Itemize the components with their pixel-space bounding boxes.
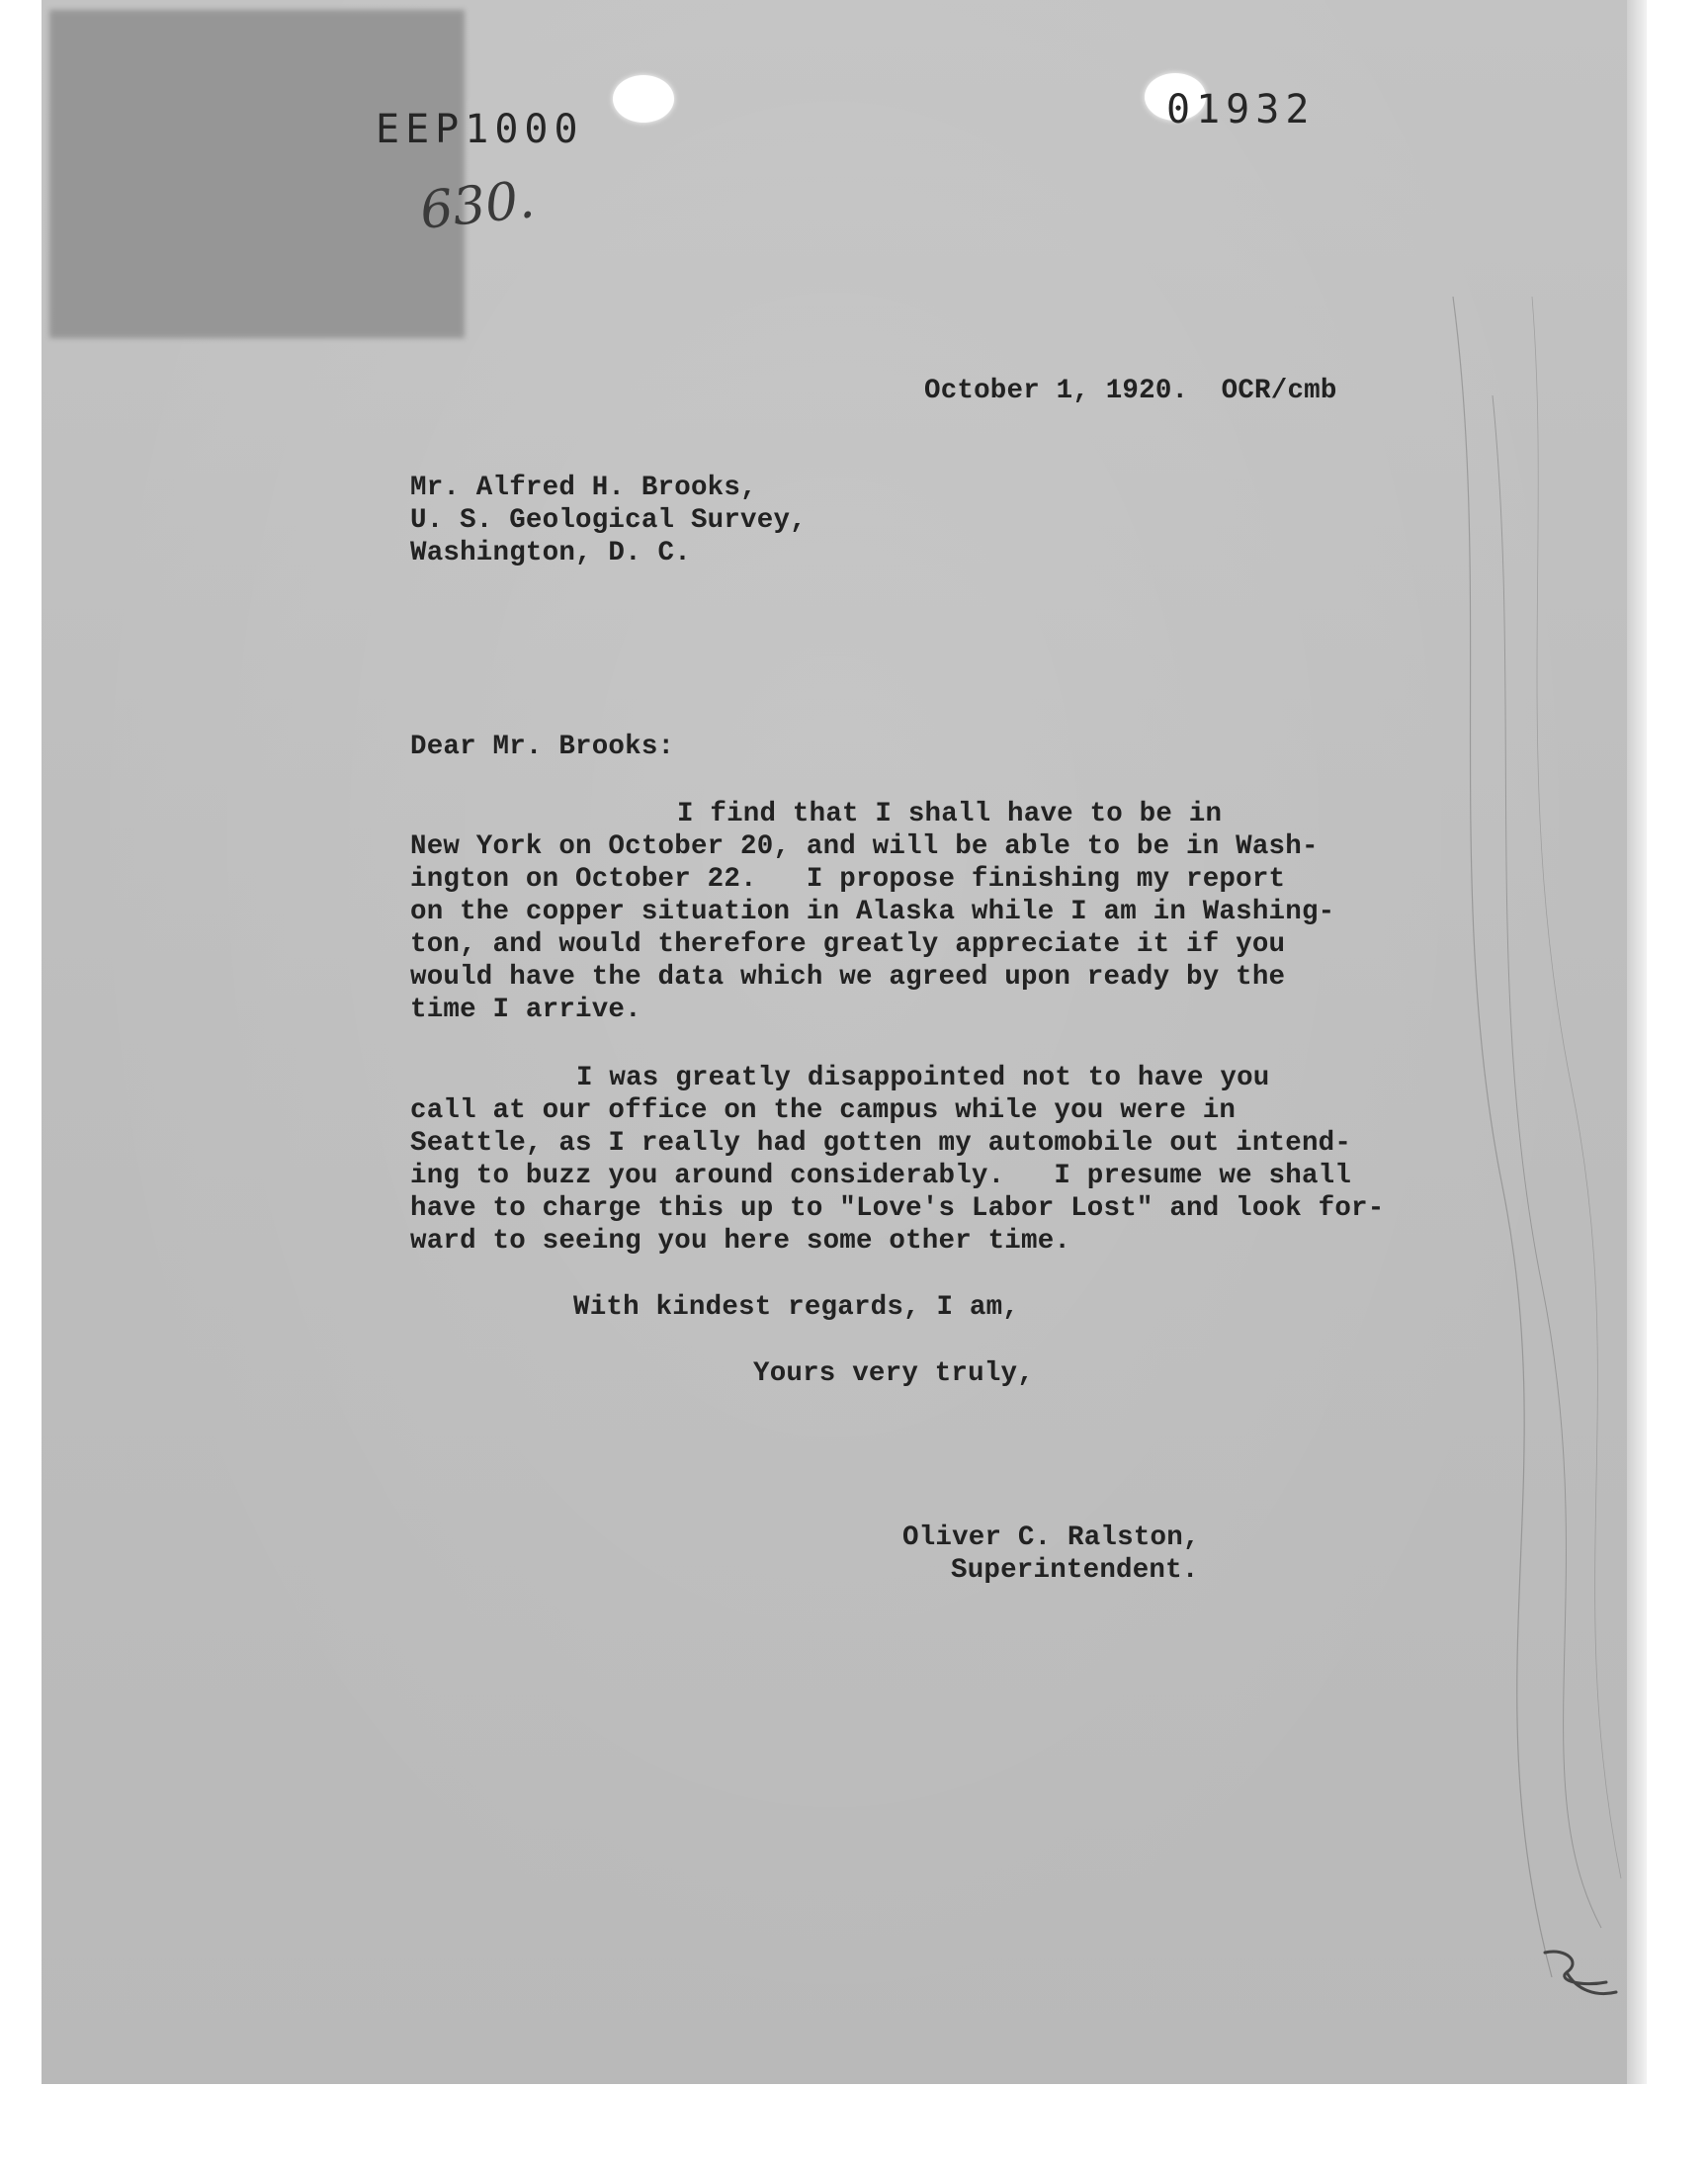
paragraph-line: time I arrive. [410, 995, 641, 1025]
paragraph-line: Seattle, as I really had gotten my automobile out intend- [410, 1128, 1352, 1159]
paragraph-line: ton, and would therefore greatly appreciate it if you [410, 929, 1286, 960]
dateline: October 1, 1920. OCR/cmb [924, 376, 1337, 406]
signature-name: Oliver C. Ralston, [902, 1522, 1200, 1553]
closing-regards: With kindest regards, I am, [573, 1292, 1019, 1323]
recipient-line: U. S. Geological Survey, [410, 505, 807, 536]
file-stamp-left: EEP1000 [376, 107, 584, 152]
file-stamp-right: 01932 [1166, 87, 1316, 132]
closing: Yours very truly, [753, 1358, 1034, 1389]
paragraph-line: on the copper situation in Alaska while I am in Washing- [410, 897, 1335, 927]
paragraph-line: ward to seeing you here some other time. [410, 1226, 1071, 1257]
paragraph-line: ing to buzz you around considerably. I presume we shall [410, 1161, 1352, 1191]
handwritten-number: 630. [417, 170, 538, 241]
signature-title: Superintendent. [951, 1555, 1199, 1586]
punch-hole-left [613, 75, 674, 123]
paragraph-line: New York on October 20, and will be able to be in Wash- [410, 831, 1319, 862]
recipient-line: Washington, D. C. [410, 538, 691, 568]
handwritten-mark [1537, 1943, 1621, 2002]
paragraph-line: have to charge this up to "Love's Labor Lost" and look for- [410, 1193, 1385, 1224]
scan-dark-patch [49, 10, 465, 338]
paragraph-line: ington on October 22. I propose finishing my report [410, 864, 1286, 895]
paragraph-line: I find that I shall have to be in [677, 799, 1223, 829]
paper-fiber-texture [1433, 297, 1631, 1977]
paragraph-line: I was greatly disappointed not to have you [576, 1063, 1270, 1093]
recipient-line: Mr. Alfred H. Brooks, [410, 473, 757, 503]
paragraph-line: call at our office on the campus while you were in [410, 1095, 1237, 1126]
paragraph-line: would have the data which we agreed upon ready by the [410, 962, 1286, 993]
salutation: Dear Mr. Brooks: [410, 732, 675, 762]
